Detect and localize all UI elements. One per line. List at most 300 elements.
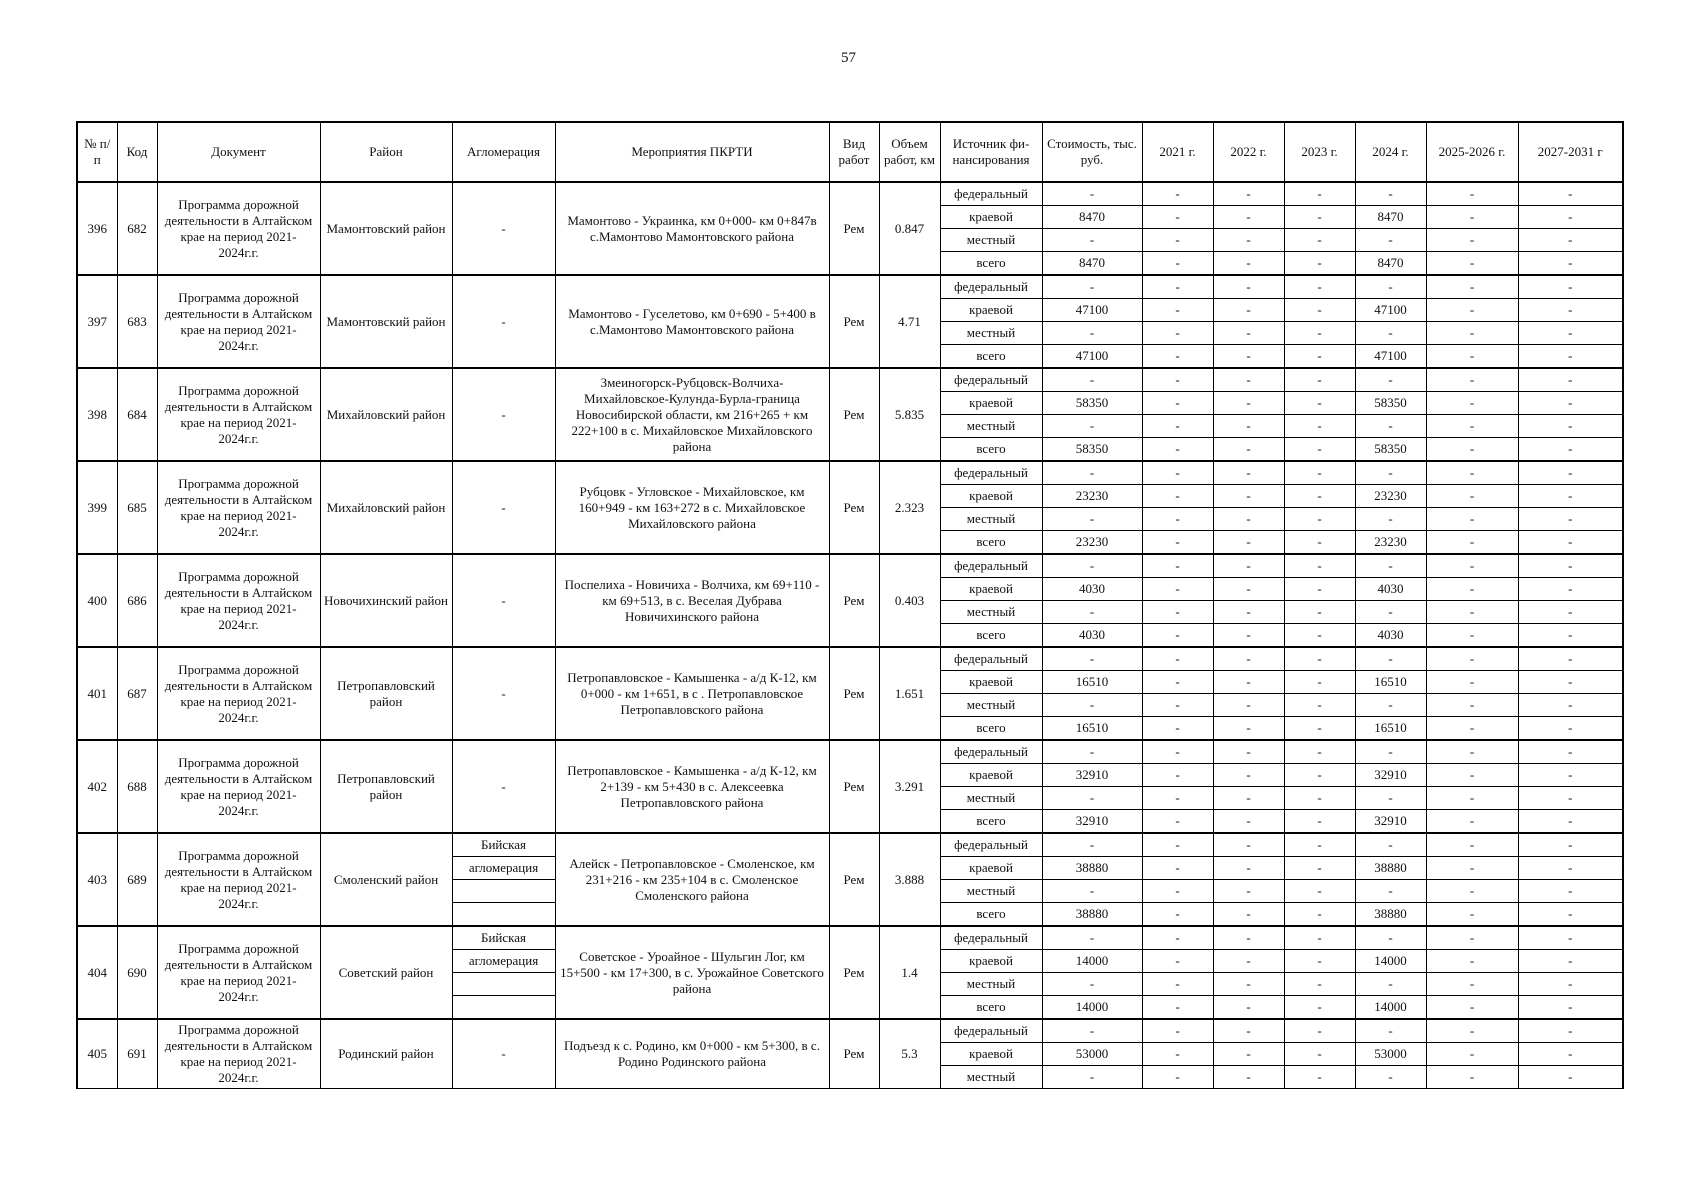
row-year-2022: - [1213,182,1284,206]
row-cost: 8470 [1042,252,1142,276]
row-work-type: Рем [829,740,879,833]
table-row [77,554,1623,578]
row-year-2024: - [1355,926,1426,950]
row-year-2027-2031: - [1518,740,1623,764]
row-cost: - [1042,322,1142,345]
table-row [77,926,1623,950]
row-year-2025-2026: - [1426,229,1518,252]
row-district: Михайловский район [320,368,452,461]
row-year-2023: - [1284,392,1355,415]
row-year-2027-2031: - [1518,485,1623,508]
row-volume: 3.291 [879,740,940,833]
row-cost: 16510 [1042,671,1142,694]
row-year-2023: - [1284,554,1355,578]
row-source: федеральный [940,1019,1042,1043]
row-agglomeration: - [452,554,555,647]
page-number: 57 [841,50,856,66]
row-year-2025-2026: - [1426,508,1518,531]
row-year-2024: 23230 [1355,531,1426,555]
row-source: всего [940,252,1042,276]
row-document: Программа дорожной деятельности в Алтайском крае на период 2021-2024г.г. [157,647,320,740]
row-year-2027-2031: - [1518,787,1623,810]
row-source: местный [940,694,1042,717]
row-year-2021: - [1142,275,1213,299]
row-year-2025-2026: - [1426,694,1518,717]
row-year-2021: - [1142,973,1213,996]
row-year-2022: - [1213,671,1284,694]
row-measure: Змеиногорск-Рубцовск-Волчиха-Михайловское-Кулунда-Бурла-граница Новосибирской области, км 216+265 + км 222+100 в с. Михайловское Михайловского района [555,368,829,461]
row-source: местный [940,508,1042,531]
row-year-2022: - [1213,275,1284,299]
row-year-2027-2031: - [1518,647,1623,671]
row-year-2024: 16510 [1355,717,1426,741]
row-source: всего [940,624,1042,648]
row-source: краевой [940,485,1042,508]
row-year-2023: - [1284,415,1355,438]
row-year-2021: - [1142,322,1213,345]
row-source: всего [940,903,1042,927]
row-cost: 23230 [1042,485,1142,508]
row-work-type: Рем [829,275,879,368]
row-work-type: Рем [829,461,879,554]
header-cost: Стоимость, тыс. руб. [1042,122,1142,182]
row-year-2027-2031: - [1518,252,1623,276]
row-work-type: Рем [829,182,879,275]
row-year-2024: 4030 [1355,624,1426,648]
row-year-2022: - [1213,1019,1284,1043]
row-volume: 2.323 [879,461,940,554]
row-year-2023: - [1284,857,1355,880]
row-source: всего [940,438,1042,462]
row-year-2023: - [1284,950,1355,973]
row-year-2027-2031: - [1518,554,1623,578]
row-number: 400 [77,554,117,647]
row-source: местный [940,880,1042,903]
row-year-2022: - [1213,299,1284,322]
row-year-2025-2026: - [1426,764,1518,787]
row-source: всего [940,810,1042,834]
row-year-2024: - [1355,694,1426,717]
row-year-2022: - [1213,926,1284,950]
row-year-2023: - [1284,299,1355,322]
row-year-2022: - [1213,647,1284,671]
header-2027-2031: 2027-2031 г [1518,122,1623,182]
row-agglomeration: - [452,182,555,275]
row-document: Программа дорожной деятельности в Алтайском крае на период 2021-2024г.г. [157,833,320,926]
row-agglomeration: - [452,647,555,740]
row-year-2022: - [1213,996,1284,1020]
row-year-2021: - [1142,554,1213,578]
row-year-2022: - [1213,485,1284,508]
row-number: 398 [77,368,117,461]
row-cost: 38880 [1042,903,1142,927]
row-source: всего [940,345,1042,369]
row-year-2023: - [1284,903,1355,927]
row-district: Петропавловский район [320,740,452,833]
row-year-2027-2031: - [1518,229,1623,252]
row-year-2027-2031: - [1518,1066,1623,1089]
row-year-2027-2031: - [1518,182,1623,206]
row-year-2027-2031: - [1518,531,1623,555]
row-district: Родинский район [320,1019,452,1089]
row-volume: 0.403 [879,554,940,647]
row-year-2022: - [1213,392,1284,415]
row-year-2024: 53000 [1355,1043,1426,1066]
row-year-2023: - [1284,624,1355,648]
row-year-2022: - [1213,717,1284,741]
row-code: 689 [117,833,157,926]
table-row [77,275,1623,299]
table-row [77,368,1623,392]
row-code: 690 [117,926,157,1019]
row-year-2022: - [1213,740,1284,764]
row-year-2022: - [1213,857,1284,880]
row-year-2021: - [1142,252,1213,276]
row-year-2024: 38880 [1355,903,1426,927]
row-year-2027-2031: - [1518,671,1623,694]
row-source: федеральный [940,461,1042,485]
row-volume: 5.835 [879,368,940,461]
row-year-2025-2026: - [1426,531,1518,555]
row-year-2021: - [1142,485,1213,508]
row-year-2022: - [1213,787,1284,810]
row-year-2024: 47100 [1355,345,1426,369]
row-year-2025-2026: - [1426,833,1518,857]
table-row [77,740,1623,764]
row-year-2025-2026: - [1426,206,1518,229]
row-year-2023: - [1284,1066,1355,1089]
row-work-type: Рем [829,368,879,461]
row-number: 401 [77,647,117,740]
row-document: Программа дорожной деятельности в Алтайском крае на период 2021-2024г.г. [157,926,320,1019]
row-year-2025-2026: - [1426,857,1518,880]
row-year-2021: - [1142,415,1213,438]
row-year-2027-2031: - [1518,694,1623,717]
row-year-2027-2031: - [1518,903,1623,927]
row-source: местный [940,229,1042,252]
row-year-2023: - [1284,926,1355,950]
row-year-2024: - [1355,880,1426,903]
row-measure: Подъезд к с. Родино, км 0+000 - км 5+300, в с. Родино Родинского района [555,1019,829,1089]
row-year-2023: - [1284,252,1355,276]
row-number: 404 [77,926,117,1019]
row-year-2024: - [1355,368,1426,392]
row-year-2027-2031: - [1518,322,1623,345]
row-cost: - [1042,694,1142,717]
row-district: Михайловский район [320,461,452,554]
row-work-type: Рем [829,554,879,647]
row-number: 396 [77,182,117,275]
row-year-2021: - [1142,229,1213,252]
row-volume: 0.847 [879,182,940,275]
row-source: всего [940,996,1042,1020]
row-cost: 38880 [1042,857,1142,880]
row-year-2024: - [1355,1019,1426,1043]
row-measure: Поспелиха - Новичиха - Волчиха, км 69+110 - км 69+513, в с. Веселая Дубрава Новичихинского района [555,554,829,647]
row-source: федеральный [940,275,1042,299]
row-cost: - [1042,647,1142,671]
row-year-2027-2031: - [1518,461,1623,485]
row-district: Смоленский район [320,833,452,926]
row-year-2022: - [1213,880,1284,903]
row-cost: - [1042,229,1142,252]
row-work-type: Рем [829,833,879,926]
row-source: местный [940,787,1042,810]
row-year-2022: - [1213,903,1284,927]
row-year-2027-2031: - [1518,601,1623,624]
row-year-2025-2026: - [1426,275,1518,299]
row-year-2022: - [1213,973,1284,996]
row-year-2021: - [1142,601,1213,624]
row-agglomeration: агломерация [452,857,555,880]
row-source: краевой [940,206,1042,229]
row-year-2024: 32910 [1355,764,1426,787]
row-cost: - [1042,601,1142,624]
row-source: краевой [940,950,1042,973]
row-number: 397 [77,275,117,368]
row-year-2025-2026: - [1426,368,1518,392]
row-year-2027-2031: - [1518,950,1623,973]
row-year-2023: - [1284,229,1355,252]
header-source: Источник фи-нансирования [940,122,1042,182]
row-number: 403 [77,833,117,926]
row-document: Программа дорожной деятельности в Алтайском крае на период 2021-2024г.г. [157,1019,320,1089]
row-year-2025-2026: - [1426,1066,1518,1089]
row-year-2024: - [1355,601,1426,624]
row-cost: 16510 [1042,717,1142,741]
row-year-2023: - [1284,717,1355,741]
row-source: всего [940,531,1042,555]
row-measure: Петропавловское - Камышенка - а/д К-12, км 0+000 - км 1+651, в с . Петропавловское Петропавловского района [555,647,829,740]
row-measure: Советское - Уроайное - Шульгин Лог, км 15+500 - км 17+300, в с. Урожайное Советского района [555,926,829,1019]
row-year-2025-2026: - [1426,182,1518,206]
row-year-2022: - [1213,508,1284,531]
row-year-2022: - [1213,950,1284,973]
header-num: № п/п [77,122,117,182]
row-year-2023: - [1284,578,1355,601]
row-cost: 47100 [1042,345,1142,369]
row-document: Программа дорожной деятельности в Алтайском крае на период 2021-2024г.г. [157,740,320,833]
row-cost: - [1042,1066,1142,1089]
row-year-2025-2026: - [1426,1043,1518,1066]
row-year-2027-2031: - [1518,1019,1623,1043]
row-year-2025-2026: - [1426,950,1518,973]
row-year-2022: - [1213,833,1284,857]
row-year-2024: - [1355,833,1426,857]
row-year-2022: - [1213,810,1284,834]
row-year-2023: - [1284,368,1355,392]
row-source: федеральный [940,647,1042,671]
row-year-2025-2026: - [1426,322,1518,345]
row-measure: Петропавловское - Камышенка - а/д К-12, км 2+139 - км 5+430 в с. Алексеевка Петропавловского района [555,740,829,833]
row-year-2027-2031: - [1518,578,1623,601]
row-year-2027-2031: - [1518,368,1623,392]
row-code: 682 [117,182,157,275]
row-code: 683 [117,275,157,368]
row-year-2023: - [1284,996,1355,1020]
row-source: местный [940,601,1042,624]
row-year-2025-2026: - [1426,601,1518,624]
row-year-2024: 58350 [1355,438,1426,462]
row-year-2022: - [1213,229,1284,252]
row-year-2024: 32910 [1355,810,1426,834]
row-year-2027-2031: - [1518,508,1623,531]
table-row [77,1019,1623,1043]
row-year-2027-2031: - [1518,415,1623,438]
row-cost: 14000 [1042,950,1142,973]
row-year-2023: - [1284,485,1355,508]
row-cost: 4030 [1042,578,1142,601]
row-year-2025-2026: - [1426,740,1518,764]
header-volume: Объем работ, км [879,122,940,182]
row-cost: - [1042,275,1142,299]
row-year-2022: - [1213,368,1284,392]
row-year-2024: 38880 [1355,857,1426,880]
row-year-2021: - [1142,299,1213,322]
row-year-2025-2026: - [1426,299,1518,322]
row-year-2027-2031: - [1518,717,1623,741]
row-cost: 4030 [1042,624,1142,648]
row-agglomeration: Бийская [452,833,555,857]
row-cost: 58350 [1042,438,1142,462]
header-2022: 2022 г. [1213,122,1284,182]
row-district: Петропавловский район [320,647,452,740]
row-year-2024: - [1355,229,1426,252]
row-year-2024: - [1355,787,1426,810]
row-year-2023: - [1284,833,1355,857]
row-year-2027-2031: - [1518,1043,1623,1066]
row-district: Мамонтовский район [320,182,452,275]
row-year-2021: - [1142,1019,1213,1043]
row-volume: 5.3 [879,1019,940,1089]
row-source: местный [940,973,1042,996]
row-agglomeration: - [452,368,555,461]
row-year-2025-2026: - [1426,926,1518,950]
row-year-2023: - [1284,322,1355,345]
row-agglomeration: - [452,1019,555,1089]
row-year-2023: - [1284,740,1355,764]
row-year-2027-2031: - [1518,810,1623,834]
row-year-2023: - [1284,438,1355,462]
row-source: краевой [940,299,1042,322]
row-document: Программа дорожной деятельности в Алтайском крае на период 2021-2024г.г. [157,275,320,368]
row-code: 691 [117,1019,157,1089]
row-cost: 23230 [1042,531,1142,555]
row-source: федеральный [940,368,1042,392]
row-number: 399 [77,461,117,554]
header-2023: 2023 г. [1284,122,1355,182]
row-year-2023: - [1284,671,1355,694]
row-source: краевой [940,392,1042,415]
row-year-2023: - [1284,461,1355,485]
row-year-2022: - [1213,764,1284,787]
row-year-2022: - [1213,415,1284,438]
row-volume: 4.71 [879,275,940,368]
row-agglomeration: Бийская [452,926,555,950]
row-year-2024: - [1355,1066,1426,1089]
row-source: местный [940,415,1042,438]
row-year-2024: - [1355,973,1426,996]
row-year-2021: - [1142,438,1213,462]
row-year-2023: - [1284,601,1355,624]
row-year-2023: - [1284,764,1355,787]
row-year-2025-2026: - [1426,438,1518,462]
row-year-2025-2026: - [1426,578,1518,601]
table-body [77,182,1623,1089]
row-year-2023: - [1284,880,1355,903]
row-source: краевой [940,671,1042,694]
row-year-2025-2026: - [1426,554,1518,578]
row-year-2025-2026: - [1426,973,1518,996]
row-year-2025-2026: - [1426,1019,1518,1043]
row-cost: 32910 [1042,810,1142,834]
row-year-2022: - [1213,624,1284,648]
header-2021: 2021 г. [1142,122,1213,182]
row-year-2021: - [1142,671,1213,694]
row-document: Программа дорожной деятельности в Алтайском крае на период 2021-2024г.г. [157,554,320,647]
row-source: краевой [940,578,1042,601]
row-year-2023: - [1284,345,1355,369]
row-year-2025-2026: - [1426,996,1518,1020]
row-year-2025-2026: - [1426,485,1518,508]
row-volume: 1.4 [879,926,940,1019]
row-agglomeration [452,903,555,927]
row-code: 688 [117,740,157,833]
table-row [77,182,1623,206]
row-year-2025-2026: - [1426,880,1518,903]
row-year-2021: - [1142,578,1213,601]
row-year-2021: - [1142,996,1213,1020]
row-cost: - [1042,740,1142,764]
row-agglomeration: агломерация [452,950,555,973]
row-cost: - [1042,415,1142,438]
table-header [77,122,1623,182]
row-district: Новочихинский район [320,554,452,647]
row-year-2027-2031: - [1518,926,1623,950]
row-year-2027-2031: - [1518,973,1623,996]
row-agglomeration [452,973,555,996]
row-year-2021: - [1142,903,1213,927]
row-district: Советский район [320,926,452,1019]
row-year-2024: 23230 [1355,485,1426,508]
row-code: 686 [117,554,157,647]
row-year-2022: - [1213,531,1284,555]
row-year-2023: - [1284,182,1355,206]
row-year-2024: - [1355,275,1426,299]
row-cost: - [1042,833,1142,857]
header-2024: 2024 г. [1355,122,1426,182]
row-year-2025-2026: - [1426,392,1518,415]
row-year-2027-2031: - [1518,624,1623,648]
row-year-2021: - [1142,345,1213,369]
row-year-2024: - [1355,647,1426,671]
row-source: краевой [940,764,1042,787]
row-year-2021: - [1142,694,1213,717]
row-year-2021: - [1142,926,1213,950]
row-year-2024: - [1355,554,1426,578]
row-district: Мамонтовский район [320,275,452,368]
row-year-2027-2031: - [1518,996,1623,1020]
row-year-2024: 4030 [1355,578,1426,601]
row-year-2024: - [1355,461,1426,485]
row-cost: - [1042,926,1142,950]
row-code: 685 [117,461,157,554]
row-year-2022: - [1213,461,1284,485]
row-year-2021: - [1142,624,1213,648]
row-cost: - [1042,461,1142,485]
row-year-2023: - [1284,1043,1355,1066]
row-year-2021: - [1142,764,1213,787]
